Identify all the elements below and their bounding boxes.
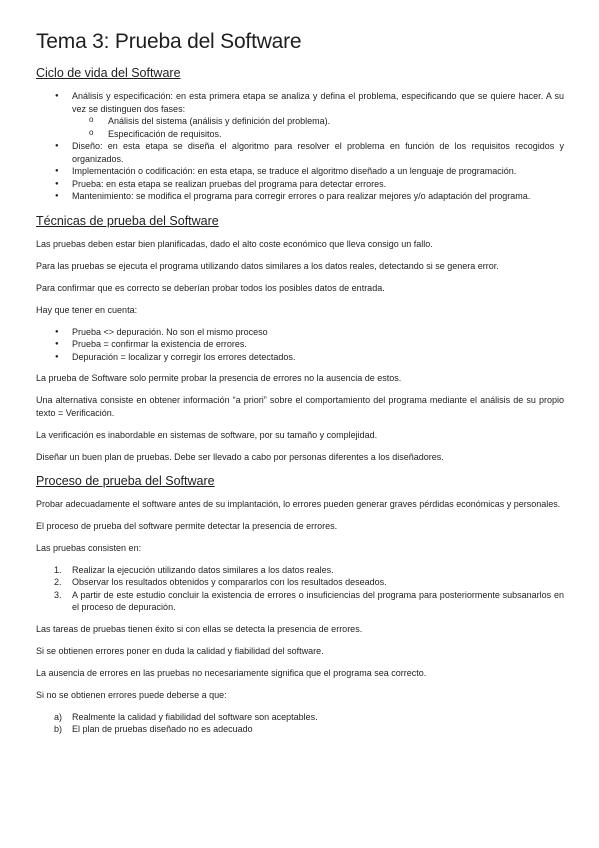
list-item: ● Prueba: en esta etapa se realizan pruebas del programa para detectar errores. (36, 178, 564, 191)
list-marker: 2. (54, 577, 62, 587)
list-marker: b) (54, 724, 63, 734)
paragraph: Las pruebas consisten en: (36, 542, 142, 553)
lettered-item (36, 723, 564, 736)
sub-list-item: o Análisis del sistema (análisis y definición del problema). (72, 115, 564, 128)
lettered-item (36, 711, 564, 724)
paragraph: Si se obtienen errores poner en duda la calidad y fiabilidad del software. (36, 645, 324, 656)
paragraph: El proceso de prueba del software permite detectar la presencia de errores. (36, 520, 338, 531)
list-item: ● Mantenimiento: se modifica el programa para corregir errores o para realizar mejores y/o adaptación del programa. (36, 190, 564, 203)
paragraph: Para las pruebas se ejecuta el programa utilizando datos similares a los datos reales, detectando si se genera error. (36, 260, 499, 271)
section-heading-tecnicas: Técnicas de prueba del Software (36, 213, 219, 228)
list-item-text: Análisis y especificación: en esta primera etapa se analiza y defina el problema, especificando que se quiere hacer. A su vez se distinguen dos fases: (72, 91, 564, 114)
paragraph: Hay que tener en cuenta: (36, 304, 138, 315)
paragraph: Para confirmar que es correcto se deberían probar todos los posibles datos de entrada. (36, 282, 385, 293)
list-item-text: Realizar la ejecución utilizando datos similares a los datos reales. (72, 564, 334, 575)
list-item (36, 90, 564, 140)
document-page (36, 30, 564, 745)
list-item: ● Prueba = confirmar la existencia de errores. (36, 338, 564, 351)
list-item: ● Prueba <> depuración. No son el mismo proceso (36, 326, 564, 339)
paragraph: Probar adecuadamente el software antes de su implantación, lo errores pueden generar graves pérdidas económicas y personales. (36, 498, 561, 509)
ciclo-list (36, 90, 564, 203)
section-heading-proceso: Proceso de prueba del Software (36, 473, 215, 488)
paragraph: Una alternativa consiste en obtener información “a priori” sobre el comportamiento del programa mediante el análisis de su propio texto = Verificación. (36, 395, 564, 418)
list-item-text: Observar los resultados obtenidos y compararlos con los resultados deseados. (72, 577, 387, 587)
list-item: ● Implementación o codificación: en esta etapa, se traduce el algoritmo diseñado a un lenguaje de programación. (36, 165, 564, 178)
list-marker: 3. (54, 589, 62, 600)
paragraph: Diseñar un buen plan de pruebas. Debe ser llevado a cabo por personas diferentes a los diseñadores. (36, 451, 444, 462)
list-item-text: Realmente la calidad y fiabilidad del software son aceptables. (72, 711, 318, 722)
proceso-reasons (36, 711, 564, 736)
proceso-steps (36, 564, 564, 614)
page-title: Tema 3: Prueba del Software (36, 30, 302, 53)
list-item: ● Diseño: en esta etapa se diseña el algoritmo para resolver el problema en función de los requisitos recogidos y organizados. (36, 140, 564, 165)
numbered-item (36, 576, 564, 589)
section-heading-ciclo: Ciclo de vida del Software (36, 66, 181, 80)
paragraph: La verificación es inabordable en sistemas de software, por su tamaño y complejidad. (36, 429, 378, 440)
list-item-text: El plan de pruebas diseñado no es adecuado (72, 724, 253, 734)
list-marker: 1. (54, 564, 62, 575)
paragraph: Si no se obtienen errores puede deberse a que: (36, 689, 227, 700)
paragraph: La ausencia de errores en las pruebas no necesariamente significa que el programa sea correcto. (36, 667, 427, 678)
sub-list-item: o Especificación de requisitos. (72, 128, 564, 141)
numbered-item (36, 564, 564, 577)
paragraph: La prueba de Software solo permite probar la presencia de errores no la ausencia de estos. (36, 373, 402, 383)
ciclo-sublist (72, 115, 564, 140)
paragraph: Las tareas de pruebas tienen éxito si con ellas se detecta la presencia de errores. (36, 623, 363, 634)
list-marker: a) (54, 711, 63, 722)
numbered-item (36, 589, 564, 614)
tecnicas-list (36, 326, 564, 364)
paragraph: Las pruebas deben estar bien planificadas, dado el alto coste económico que lleva consigo un fallo. (36, 238, 433, 249)
list-item-text: A partir de este estudio concluir la existencia de errores o insuficiencias del programa para posteriormente subsanarlos en el proceso de depuración. (72, 589, 564, 612)
list-item: ● Depuración = localizar y corregir los errores detectados. (36, 351, 564, 364)
